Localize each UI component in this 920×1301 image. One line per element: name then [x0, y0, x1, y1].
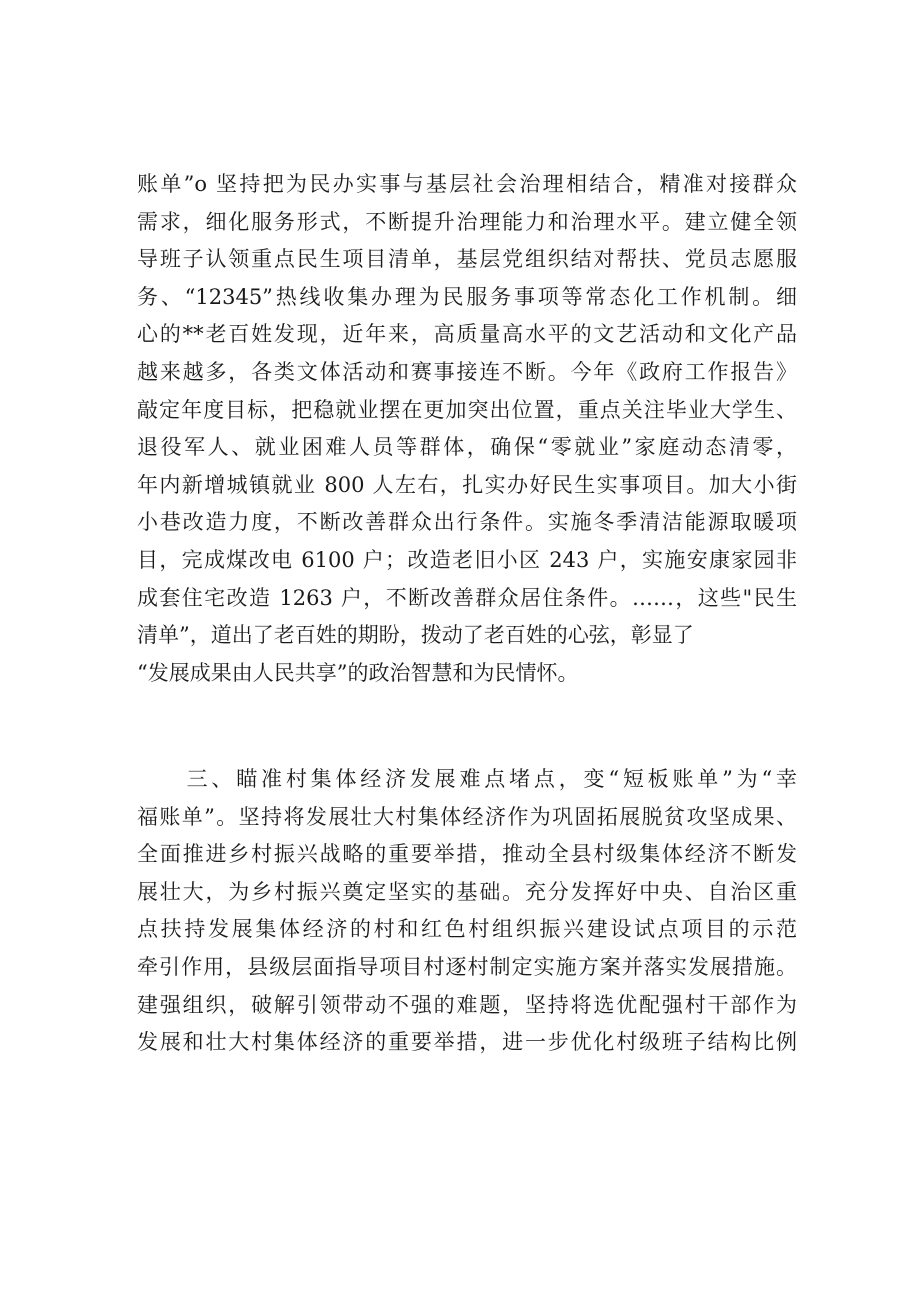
- text-line: 福账单”。坚持将发展壮大村集体经济作为巩固拓展脱贫攻坚成果、: [137, 804, 797, 829]
- text-line: 退役军人、就业困难人员等群体，确保“零就业”家庭动态清零，: [137, 435, 797, 460]
- text-line: 导班子认领重点民生项目清单，基层党组织结对帮扶、党员志愿服: [137, 247, 797, 272]
- text-line: 展壮大，为乡村振兴奠定坚实的基础。充分发挥好中央、自治区重: [137, 879, 797, 904]
- text-line: 牵引作用，县级层面指导项目村逐村制定实施方案并落实发展措施。: [137, 954, 797, 979]
- text-line: 需求，细化服务形式，不断提升治理能力和治理水平。建立健全领: [137, 209, 797, 234]
- text-line: 清单”，道出了老百姓的期盼，拨动了老百姓的心弦，彰显了: [137, 623, 694, 648]
- section-heading-line: 三、瞄准村集体经济发展难点堵点，变“短板账单”为“幸: [137, 767, 797, 791]
- text-line: 小巷改造力度，不断改善群众出行条件。实施冬季清洁能源取暖项: [137, 510, 797, 535]
- text-line: 成套住宅改造 1263 户，不断改善群众居住条件。……，这些"民生: [137, 585, 797, 610]
- text-line: 账单”o 坚持把为民办实事与基层社会治理相结合，精准对接群众: [137, 172, 797, 196]
- text-line: 敲定年度目标，把稳就业摆在更加突出位置，重点关注毕业大学生、: [137, 397, 797, 422]
- paragraph-section-three: [137, 761, 797, 1062]
- text-line: “发展成果由人民共享”的政治智慧和为民情怀。: [137, 660, 579, 685]
- text-line: 目，完成煤改电 6100 户；改造老旧小区 243 户，实施安康家园非: [137, 547, 797, 572]
- paragraph-people-livelihood: [137, 166, 797, 692]
- text-line: 越来越多，各类文体活动和赛事接连不断。今年《政府工作报告》: [137, 359, 797, 384]
- text-line: 年内新增城镇就业 800 人左右，扎实办好民生实事项目。加大小街: [137, 472, 797, 497]
- text-line: 心的**老百姓发现，近年来，高质量高水平的文艺活动和文化产品: [137, 322, 797, 347]
- text-line: 务、“12345”热线收集办理为民服务事项等常态化工作机制。细: [137, 284, 797, 309]
- text-line: 发展和壮大村集体经济的重要举措，进一步优化村级班子结构比例: [137, 1030, 797, 1055]
- text-line: 建强组织，破解引领带动不强的难题，坚持将选优配强村干部作为: [137, 992, 797, 1017]
- text-line: 全面推进乡村振兴战略的重要举措，推动全县村级集体经济不断发: [137, 842, 797, 867]
- text-line: 点扶持发展集体经济的村和红色村组织振兴建设试点项目的示范: [137, 917, 797, 942]
